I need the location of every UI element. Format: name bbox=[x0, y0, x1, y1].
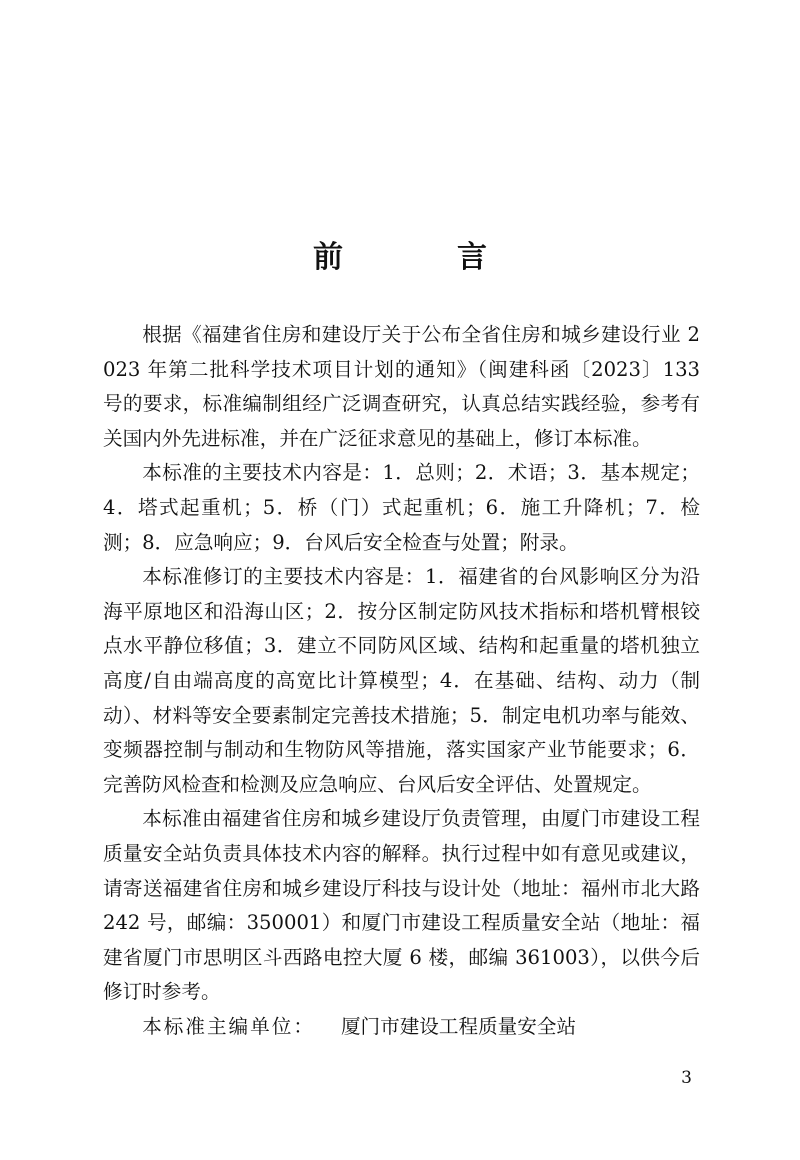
chief-editor-label: 本标准主编单位： bbox=[142, 1014, 315, 1038]
paragraph-revision-content: 本标准修订的主要技术内容是：1．福建省的台风影响区分为沿海平原地区和沿海山区；2．按分区制定防风技术指标和塔机臂根铰点水平静位移值；3．建立不同防风区域、结构和起重量的塔机独立高度/自由端高度的高宽比计算模型；4．在基础、结构、动力（制动）、材料等安全要素制定完善技术措施；5．制定电机功率与能效、变频器控制与制动和生物防风等措施，落实国家产业节能要求；6．完善防风检查和检测及应急响应、台风后安全评估、处置规定。 bbox=[103, 565, 700, 796]
paragraph-main-content: 本标准的主要技术内容是：1．总则；2．术语；3．基本规定；4．塔式起重机；5．桥（门）式起重机；6．施工升降机；7．检测；8．应急响应；9．台风后安全检查与处置；附录。 bbox=[103, 461, 700, 554]
page-number: 3 bbox=[681, 1068, 692, 1088]
body-content bbox=[103, 318, 700, 1044]
page-title: 前 言 bbox=[313, 240, 529, 275]
chief-editor-value: 厦门市建设工程质量安全站 bbox=[340, 1014, 577, 1038]
paragraph-basis: 根据《福建省住房和建设厅关于公布全省住房和城乡建设行业 2023 年第二批科学技术项目计划的通知》（闽建科函〔2023〕133 号的要求，标准编制组经广泛调查研究，认真总结实践经验，参考有关国内外先进标准，并在广泛征求意见的基础上，修订本标准。 bbox=[103, 323, 700, 450]
chief-editor-line bbox=[103, 1010, 700, 1045]
paragraph-management: 本标准由福建省住房和城乡建设厅负责管理，由厦门市建设工程质量安全站负责具体技术内容的解释。执行过程中如有意见或建议，请寄送福建省住房和城乡建设厅科技与设计处（地址：福州市北大路 242 号，邮编：350001）和厦门市建设工程质量安全站（地址：福建省厦门市思明区斗西路电控大厦 6 楼，邮编 361003），以供今后修订时参考。 bbox=[103, 807, 700, 1004]
